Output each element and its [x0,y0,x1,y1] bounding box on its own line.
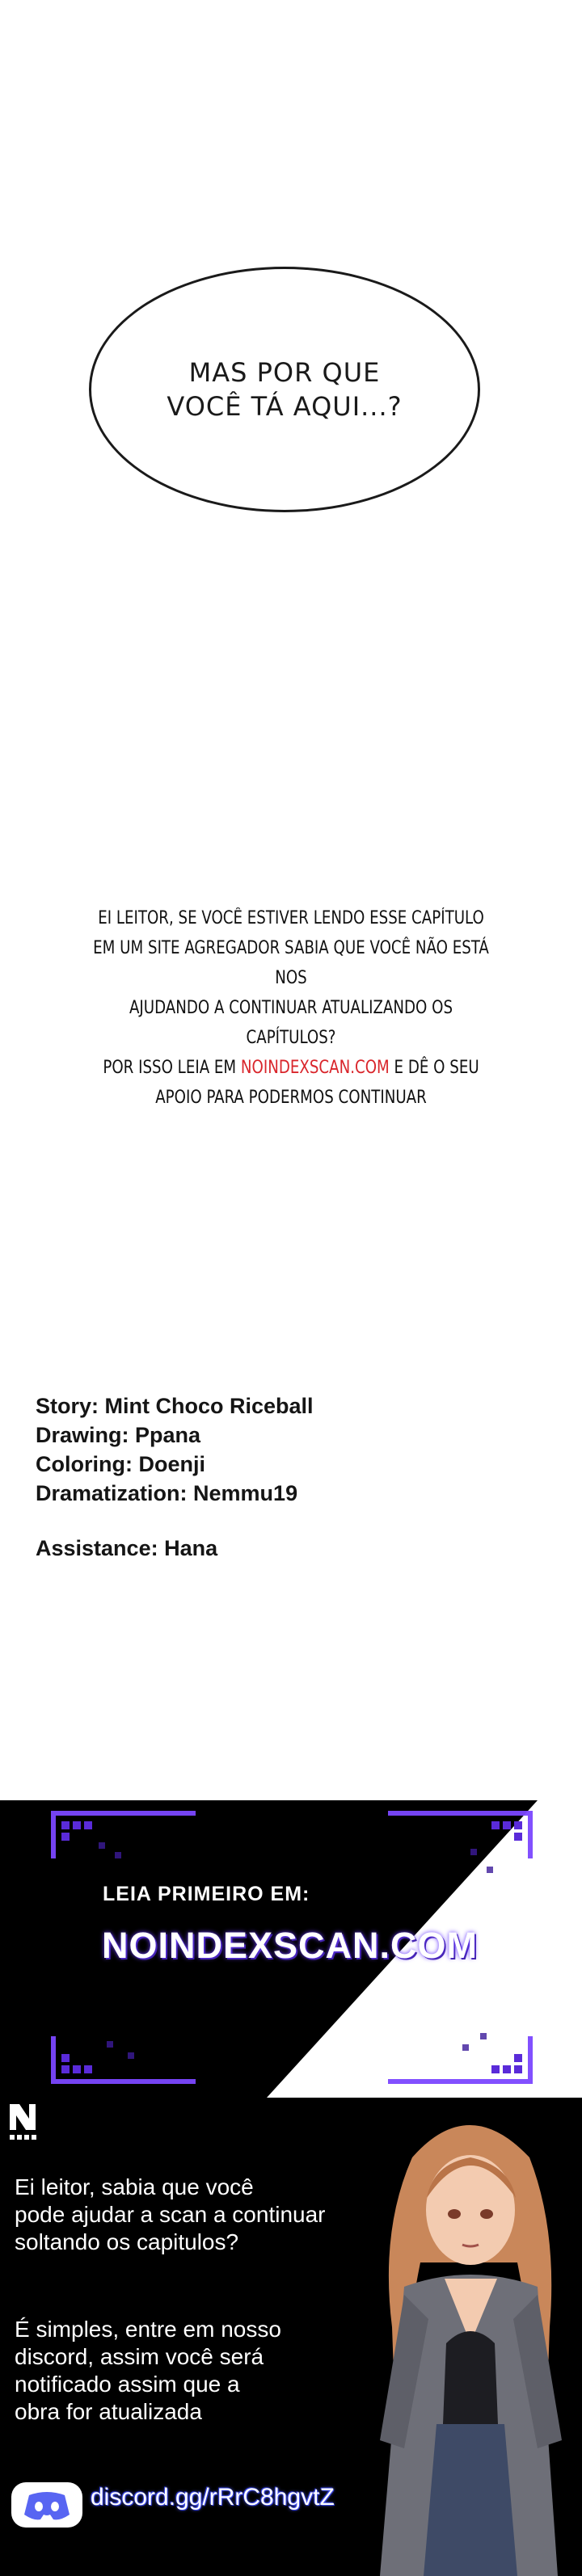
notice-line: EI LEITOR, SE VOCÊ ESTIVER LENDO ESSE CAPÍTULO [98,908,484,928]
speech-bubble [89,267,480,512]
discord-icon[interactable] [11,2482,82,2528]
notice-text: E DÊ O SEU [389,1058,479,1078]
promo-site-link[interactable]: NOINDEXSCAN.COM [102,1925,479,1966]
credit-spacer [36,1508,314,1534]
promo-heading: LEIA PRIMEIRO EM: [103,1883,310,1905]
footer-line: É simples, entre em nosso [15,2317,281,2342]
aggregator-notice [82,903,499,1113]
credit-story: Story: Mint Choco Riceball [36,1394,314,1418]
footer-line: discord, assim você será [15,2344,264,2369]
footer-paragraph-2 [15,2316,281,2426]
n-logo-icon [6,2101,39,2143]
footer-line: soltando os capitulos? [15,2229,239,2254]
footer-paragraph-1 [15,2174,326,2256]
notice-text: POR ISSO LEIA EM [103,1058,241,1078]
bubble-line: VOCÊ TÁ AQUI...? [167,391,403,422]
credits [36,1391,314,1563]
notice-line: AJUDANDO A CONTINUAR ATUALIZANDO OS CAPÍTULOS? [129,998,453,1048]
credit-coloring: Coloring: Doenji [36,1452,205,1476]
bubble-line: MAS POR QUE [188,357,381,388]
credit-assistance: Assistance: Hana [36,1536,218,1560]
footer-line: obra for atualizada [15,2399,202,2424]
discord-invite-link[interactable]: discord.gg/rRrC8hgvtZ [91,2484,335,2511]
notice-line: EM UM SITE AGREGADOR SABIA QUE VOCÊ NÃO ESTÁ NOS [93,938,489,988]
mascot-illustration [356,2101,582,2576]
credit-dramatization: Dramatization: Nemmu19 [36,1481,298,1505]
notice-site-link[interactable]: NOINDEXSCAN.COM [240,1058,390,1078]
notice-line [82,1053,499,1083]
notice-line: APOIO PARA PODERMOS CONTINUAR [155,1088,427,1108]
footer-line: pode ajudar a scan a continuar [15,2202,326,2227]
credit-drawing: Drawing: Ppana [36,1423,201,1447]
footer-line: Ei leitor, sabia que você [15,2174,254,2199]
footer-line: notificado assim que a [15,2372,240,2397]
